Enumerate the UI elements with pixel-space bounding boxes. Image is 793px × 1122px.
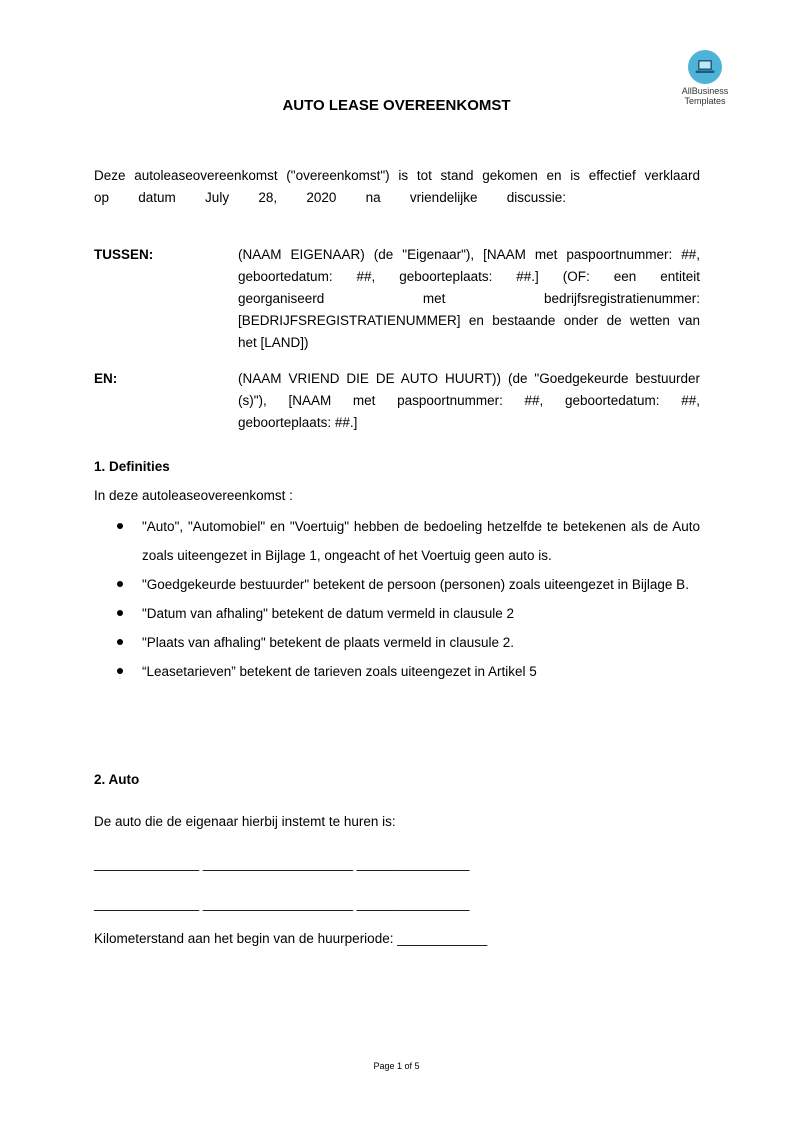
list-item-text: “Leasetarieven” betekent de tarieven zoals uiteengezet in Artikel 5 <box>142 664 537 679</box>
section-1-intro: In deze autoleaseovereenkomst : <box>94 488 293 503</box>
intro-line-1: Deze autoleaseovereenkomst ("overeenkomst") is tot stand gekomen en is effectief verklaard <box>94 168 700 183</box>
party-tussen-line-1: (NAAM EIGENAAR) (de "Eigenaar"), [NAAM met paspoortnummer: ##, <box>238 247 700 262</box>
intro-line-2: op datum July 28, 2020 na vriendelijke discussie: <box>94 190 566 205</box>
bullet-icon <box>117 639 123 645</box>
bullet-icon <box>117 668 123 674</box>
laptop-icon <box>695 59 715 75</box>
bullet-icon <box>117 581 123 587</box>
party-tussen-line-4: [BEDRIJFSREGISTRATIENUMMER] en bestaande onder de wetten van <box>238 313 700 328</box>
party-tussen-line-3: georganiseerd met bedrijfsregistratienummer: <box>238 291 700 306</box>
section-2-heading: 2. Auto <box>94 772 140 787</box>
party-en-line-3: geboorteplaats: ##.] <box>238 415 358 430</box>
logo-badge <box>688 50 722 84</box>
mileage-line: Kilometerstand aan het begin van de huurperiode: ____________ <box>94 931 488 946</box>
section-2-intro: De auto die de eigenaar hierbij instemt te huren is: <box>94 814 396 829</box>
list-item-text: "Plaats van afhaling" betekent de plaats vermeld in clausule 2. <box>142 635 515 650</box>
list-item-text: "Auto", "Automobiel" en "Voertuig" hebben de bedoeling hetzelfde te betekenen als de Auto zoals uiteengezet in Bijlage 1, ongeacht of het Voertuig geen auto is. <box>142 519 700 563</box>
list-item-text: "Goedgekeurde bestuurder" betekent de persoon (personen) zoals uiteengezet in Bijlage B. <box>142 577 689 592</box>
car-details-blank-line-2: ______________ ____________________ _______________ <box>94 896 470 911</box>
definitions-list <box>94 512 700 686</box>
page-number: Page 1 of 5 <box>373 1061 420 1071</box>
party-en-line-1: (NAAM VRIEND DIE DE AUTO HUURT)) (de "Goedgekeurde bestuurder <box>238 371 700 386</box>
list-item <box>94 628 700 657</box>
list-item <box>94 512 700 570</box>
section-1-heading: 1. Definities <box>94 459 170 474</box>
logo-text-line1: AllBusiness <box>681 86 729 96</box>
list-item <box>94 570 700 599</box>
list-item <box>94 599 700 628</box>
document-title: AUTO LEASE OVEREENKOMST <box>282 97 511 114</box>
logo-text-line2: Templates <box>684 96 726 106</box>
list-item <box>94 657 700 686</box>
party-tussen-line-5: het [LAND]) <box>238 335 309 350</box>
party-label-en: EN: <box>94 371 118 386</box>
list-item-text: "Datum van afhaling" betekent de datum vermeld in clausule 2 <box>142 606 515 621</box>
party-tussen-line-2: geboortedatum: ##, geboorteplaats: ##.] (OF: een entiteit <box>238 269 700 284</box>
party-label-tussen: TUSSEN: <box>94 247 154 262</box>
party-en-line-2: (s)"), [NAAM met paspoortnummer: ##, geboortedatum: ##, <box>238 393 700 408</box>
car-details-blank-line-1: ______________ ____________________ _______________ <box>94 856 470 871</box>
bullet-icon <box>117 610 123 616</box>
bullet-icon <box>117 523 123 529</box>
